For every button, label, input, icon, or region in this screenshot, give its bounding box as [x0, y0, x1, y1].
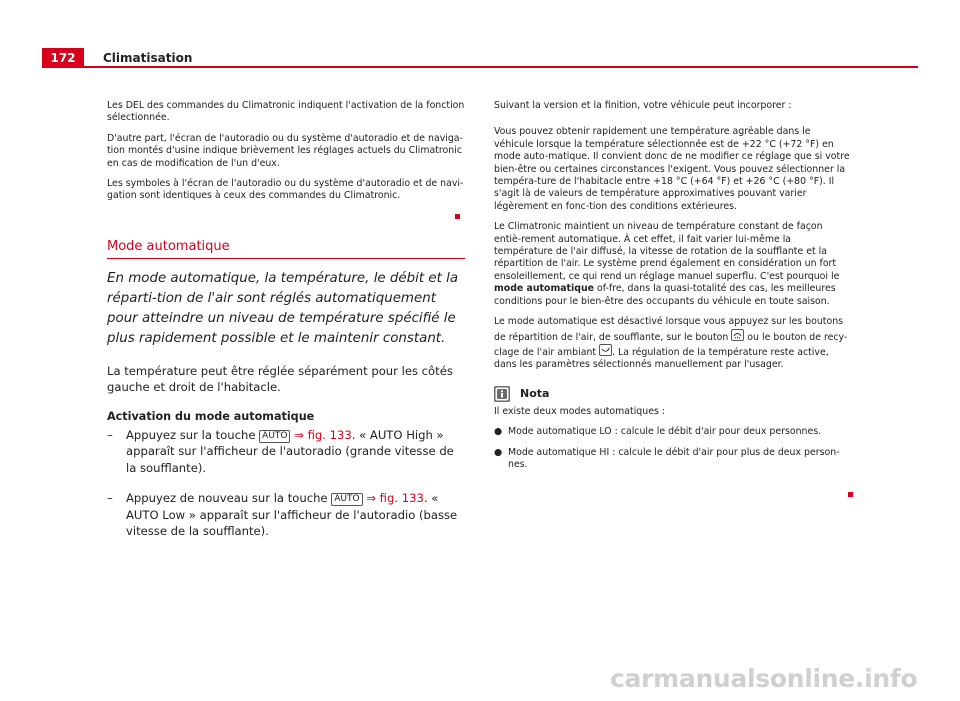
nota-header — [494, 386, 850, 402]
end-marker-icon — [848, 482, 853, 501]
left-paragraph-3 — [107, 178, 465, 203]
list-item-text: Mode automatique LO : calcule le débit d'air pour deux personnes. — [508, 426, 822, 438]
nota-intro: Il existe deux modes automatiques : — [494, 405, 665, 417]
section-title: Mode automatique — [107, 239, 465, 259]
right-paragraph-2: Vous pouvez obtenir rapidement une température agréable dans le véhicule lorsque la température sélectionnée est de +22 °C (+72 °F) en mode auto-matique. Il convient donc de ne modifier ce réglage que si votre bien-être ou certaines circonstances l'exigent. Vous pouvez sélectionner la tempéra-ture de l'habitacle entre +18 °C (+64 °F) et +26 °C (+80 °F). Il s'agit là de valeurs de température approximatives pouvant varier légèrement en fonc-tion des conditions extérieures. — [494, 126, 850, 212]
list-item-text: Mode automatique HI : calcule le débit d'air pour plus de deux person-nes. — [508, 446, 840, 470]
step-text: . « AUTO High » apparaît sur l'afficheur de l'autoradio (grande vitesse de la soufflante). — [126, 427, 454, 475]
right-paragraph-3 — [494, 221, 850, 308]
paragraph-text: . La régulation de la température reste active, dans les paramètres sélectionnés manuellement par l'usager. — [494, 346, 829, 371]
paragraph-text: Le mode automatique est désactivé lorsque vous appuyez sur les boutons de répartition de l'air, de soufflante, sur le bouton — [494, 316, 844, 343]
header-rule — [84, 66, 918, 68]
bullet-icon: ● — [494, 446, 503, 458]
section-body: La température peut être réglée séparément pour les côtés gauche et droit de l'habitacle. — [107, 363, 453, 395]
left-paragraph-1: Les DEL des commandes du Climatronic indiquent l'activation de la fonction sélectionnée. — [107, 100, 465, 124]
step-dash: – — [107, 427, 113, 442]
step-text: Appuyez de nouveau sur la touche — [126, 491, 332, 506]
step-text: . « AUTO Low » apparaît sur l'afficheur de l'autoradio (basse vitesse de la soufflante). — [126, 491, 458, 539]
figure-link[interactable]: ⇒ fig. 133 — [366, 491, 424, 506]
end-marker-icon — [455, 204, 460, 223]
auto-key: AUTO — [331, 493, 362, 506]
activation-heading: Activation du mode automatique — [107, 409, 315, 423]
right-paragraph-1: Suivant la version et la finition, votre véhicule peut incorporer : — [494, 100, 792, 111]
nota-title: Nota — [520, 387, 550, 401]
paragraph-text: Le Climatronic maintient un niveau de température constant de façon entiè-rement automatique. À cet effet, il fait varier lui-même la température de l'air diffusé, la vitesse de rotation de la soufflante et la répartition de l'air. Le système prend également en considération un fort ensoleillement, ce qui rend un réglage manuel superflu. C'est pourquoi le — [494, 221, 840, 282]
list-item — [494, 426, 850, 438]
info-icon — [494, 386, 510, 402]
step-text: Appuyez sur la touche — [126, 427, 260, 442]
left-column — [107, 100, 465, 540]
section-intro: En mode automatique, la température, le débit et la réparti-tion de l'air sont réglés automatiquement pour atteindre un niveau de température spécifié le plus rapidement possible et le maintenir constant. — [107, 270, 459, 346]
step-item — [107, 490, 465, 540]
recirculation-button-icon — [599, 344, 612, 356]
step-item — [107, 427, 465, 477]
figure-link[interactable]: ⇒ fig. 133 — [294, 427, 352, 442]
chapter-title: Climatisation — [103, 51, 193, 65]
defrost-button-icon — [731, 329, 744, 341]
right-paragraph-4 — [494, 316, 850, 372]
right-column — [494, 100, 850, 471]
list-item — [494, 447, 850, 472]
watermark: carmanualsonline.info — [610, 664, 918, 693]
step-dash: – — [107, 491, 113, 506]
bold-term: mode automatique — [494, 283, 594, 295]
bullet-icon: ● — [494, 426, 503, 438]
auto-key: AUTO — [259, 430, 290, 443]
left-paragraph-3-text: Les symboles à l'écran de l'autoradio ou du système d'autoradio et de navi-gation sont identiques à ceux des commandes du Climatronic. — [107, 178, 464, 202]
page-number: 172 — [42, 48, 84, 68]
left-paragraph-2: D'autre part, l'écran de l'autoradio ou du système d'autoradio et de naviga-tion montés d'usine indique brièvement les réglages actuels du Climatronic en cas de modification de l'un d'eux. — [107, 132, 463, 169]
paragraph-text: ou le bouton de recy-clage de l'air ambiant — [494, 331, 848, 358]
paragraph-text: of-fre, dans la quasi-totalité des cas, les meilleures conditions pour le bien-être des occupants du véhicule en toute saison. — [494, 283, 836, 307]
